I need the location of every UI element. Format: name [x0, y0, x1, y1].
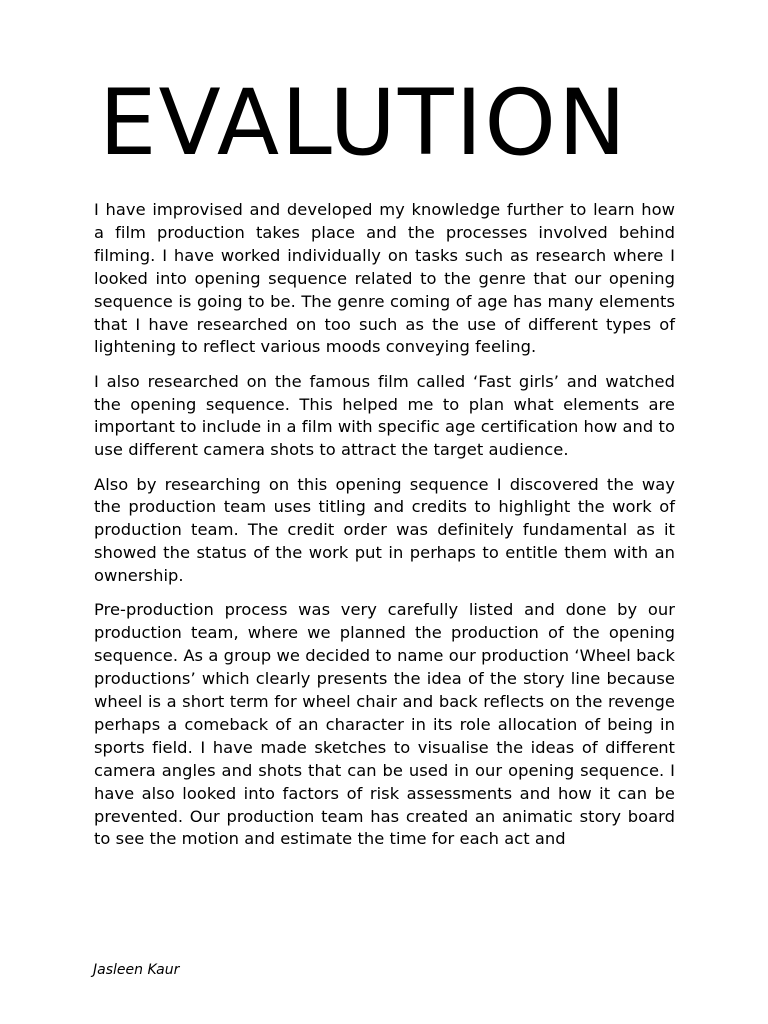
document-title: EVALUTION	[99, 71, 629, 176]
document-body	[94, 199, 675, 863]
paragraph-3: Also by researching on this opening sequence I discovered the way the production team uses titling and credits to highlight the work of production team. The credit order was definitely fundamental as it showed the status of the work put in perhaps to entitle them with an ownership.	[94, 474, 675, 586]
paragraph-1: I have improvised and developed my knowledge further to learn how a film production takes place and the processes involved behind filming. I have worked individually on tasks such as research where I looked into opening sequence related to the genre that our opening sequence is going to be. The genre coming of age has many elements that I have researched on too such as the use of different types of lightening to reflect various moods conveying feeling.	[94, 200, 675, 357]
author-footer: Jasleen Kaur	[93, 962, 180, 978]
paragraph-2: I also researched on the famous film called ‘Fast girls’ and watched the opening sequence. This helped me to plan what elements are important to include in a film with specific age certification how and to use different camera shots to attract the target audience.	[94, 371, 675, 460]
paragraph-4: Pre-production process was very carefully listed and done by our production team, where we planned the production of the opening sequence. As a group we decided to name our production ‘Wheel back productions’ which clearly presents the idea of the story line because wheel is a short term for wheel chair and back reflects on the revenge perhaps a comeback of an character in its role allocation of being in sports field. I have made sketches to visualise the ideas of different camera angles and shots that can be used in our opening sequence. I have also looked into factors of risk assessments and how it can be prevented. Our production team has created an animatic story board to see the motion and estimate the time for each act and	[94, 600, 675, 849]
